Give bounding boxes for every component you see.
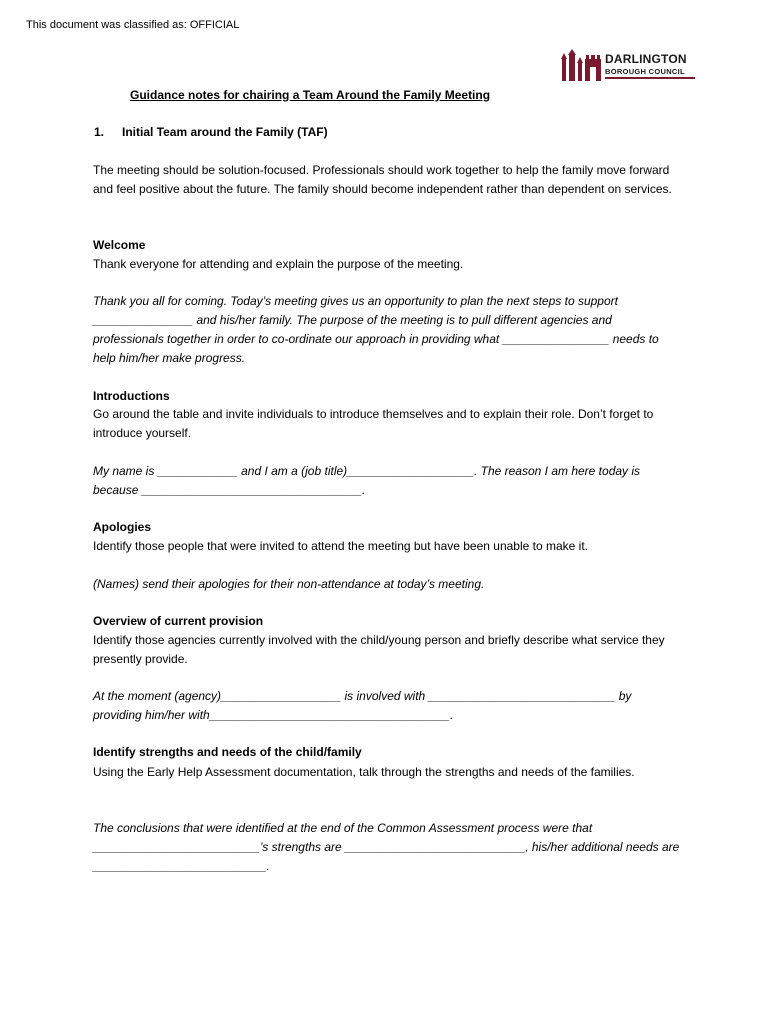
strengths-heading: Identify strengths and needs of the child/family [93,745,362,759]
logo-line-2: BOROUGH COUNCIL [605,67,685,76]
classification-label: This document was classified as: OFFICIAL [26,19,240,31]
logo-rule [605,77,695,79]
welcome-text: Thank everyone for attending and explain the purpose of the meeting. [93,257,464,271]
section-number: 1. [94,125,105,139]
strengths-text: Using the Early Help Assessment documentation, talk through the strengths and needs of the families. [93,765,635,779]
section-title: Initial Team around the Family (TAF) [122,125,328,139]
introductions-text: Go around the table and invite individuals to introduce themselves and to explain their role. Don’t forget to introduce yourself. [93,407,654,440]
darlington-council-logo [560,49,700,85]
overview-heading: Overview of current provision [93,614,264,628]
overview-text: Identify those agencies currently involved with the child/young person and briefly describe what service they presently provide. [93,633,665,666]
logo-line-1: DARLINGTON [605,52,687,66]
council-crest-icon [560,49,604,85]
introductions-script: My name is ____________ and I am a (job title)___________________. The reason I am here today is because _________________________________. [93,464,641,497]
strengths-script: The conclusions that were identified at the end of the Common Assessment process were that _________________________’s strengths are ___________________________, his/her additional needs are __________________________. [93,821,680,873]
welcome-script: Thank you all for coming. Today’s meeting gives us an opportunity to plan the next steps to support _______________ and his/her family. The purpose of the meeting is to pull different agencies and professionals together in order to co-ordinate our approach in providing what ________________ needs to help him/her make progress. [93,294,659,365]
introductions-heading: Introductions [93,389,170,403]
apologies-heading: Apologies [93,520,152,534]
apologies-script: (Names) send their apologies for their non-attendance at today’s meeting. [93,577,485,591]
document-title: Guidance notes for chairing a Team Around the Family Meeting [130,88,491,102]
apologies-text: Identify those people that were invited to attend the meeting but have been unable to make it. [93,539,588,553]
welcome-heading: Welcome [93,238,146,252]
intro-paragraph: The meeting should be solution-focused. Professionals should work together to help the family move forward and feel positive about the future. The family should become independent rather than dependent on services. [93,163,672,196]
overview-script: At the moment (agency)__________________ is involved with ____________________________ by providing him/her with____________________________________. [93,689,632,722]
